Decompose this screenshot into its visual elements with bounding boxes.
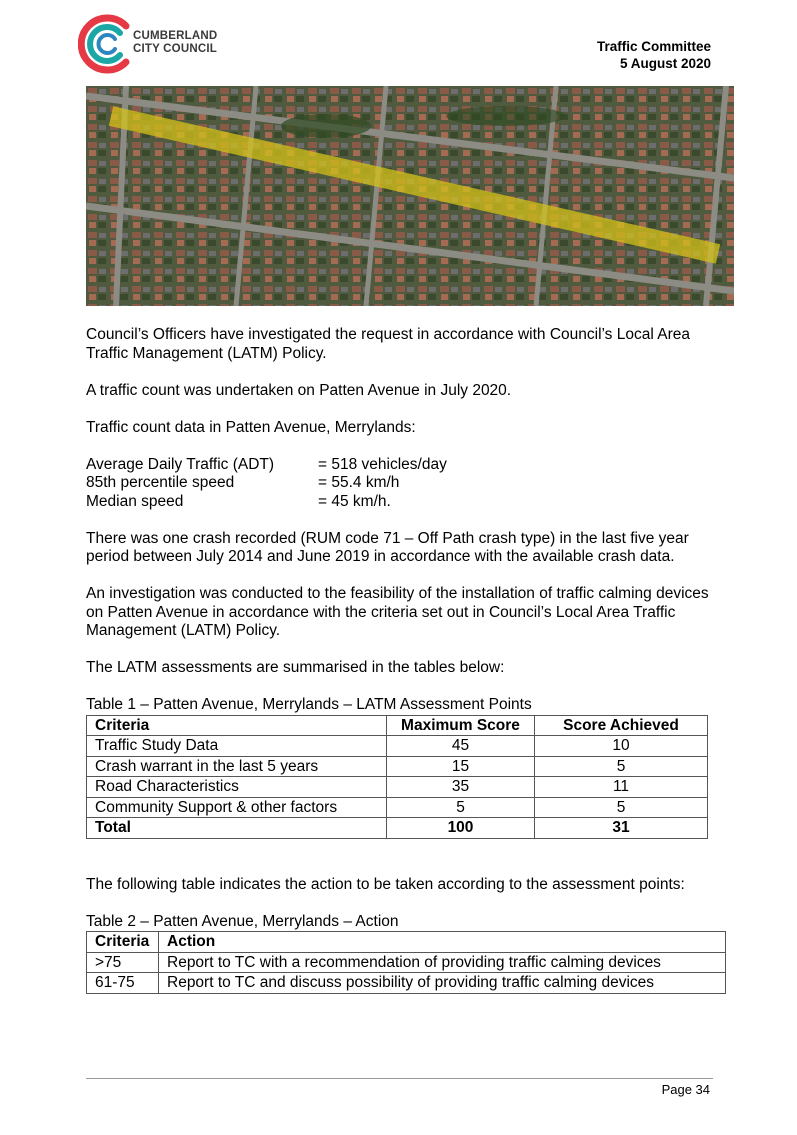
table-row: >75 Report to TC with a recommendation of providing traffic calming devices xyxy=(87,952,726,973)
paragraph-feasibility: An investigation was conducted to the feasibility of the installation of traffic calming devices on Patten Avenue in accordance with the criteria set out in Council’s Local Area Traffic Management (LATM) Policy. xyxy=(86,585,709,639)
council-logo-icon xyxy=(78,14,138,74)
table-row: Crash warrant in the last 5 years 15 5 xyxy=(87,756,708,777)
page-number: Page 34 xyxy=(661,1082,710,1097)
document-header xyxy=(597,38,711,72)
action-table xyxy=(86,931,726,994)
document-body xyxy=(86,326,711,994)
paragraph-crash-record: There was one crash recorded (RUM code 71 – Off Path crash type) in the last five year period between July 2014 and June 2019 in accordance with the available crash data. xyxy=(86,529,689,565)
paragraph-count-data-intro: Traffic count data in Patten Avenue, Merrylands: xyxy=(86,418,416,436)
table2-caption: Table 2 – Patten Avenue, Merrylands – Action xyxy=(86,912,399,930)
traffic-data-list xyxy=(86,456,711,512)
paragraph-investigation: Council’s Officers have investigated the request in accordance with Council’s Local Area Traffic Management (LATM) Policy. xyxy=(86,326,690,362)
table-row: Road Characteristics 35 11 xyxy=(87,777,708,798)
committee-name: Traffic Committee xyxy=(596,39,711,54)
council-name: CUMBERLAND CITY COUNCIL xyxy=(133,30,218,55)
traffic-data-row: 85th percentile speed = 55.4 km/h xyxy=(86,474,400,491)
table-row: Traffic Study Data 45 10 xyxy=(87,736,708,757)
table-row: 61-75 Report to TC and discuss possibility of providing traffic calming devices xyxy=(87,973,726,994)
meeting-date: 5 August 2020 xyxy=(619,56,711,71)
traffic-data-row: Average Daily Traffic (ADT) = 518 vehicles/day xyxy=(86,455,447,473)
paragraph-traffic-count: A traffic count was undertaken on Patten Avenue in July 2020. xyxy=(86,381,512,399)
table-header-row: Criteria Action xyxy=(87,932,726,953)
traffic-data-row: Median speed = 45 km/h. xyxy=(86,492,391,510)
table-header-row: Criteria Maximum Score Score Achieved xyxy=(87,715,708,736)
aerial-map-image xyxy=(86,86,734,306)
footer-divider xyxy=(86,1078,713,1079)
paragraph-action-intro: The following table indicates the action to be taken according to the assessment points: xyxy=(86,875,685,893)
table-total-row: Total 100 31 xyxy=(87,818,708,839)
paragraph-assessment-summary: The LATM assessments are summarised in the tables below: xyxy=(86,659,505,676)
latm-assessment-table xyxy=(86,715,708,839)
table-row: Community Support & other factors 5 5 xyxy=(87,797,708,818)
table1-caption: Table 1 – Patten Avenue, Merrylands – LATM Assessment Points xyxy=(86,696,532,713)
